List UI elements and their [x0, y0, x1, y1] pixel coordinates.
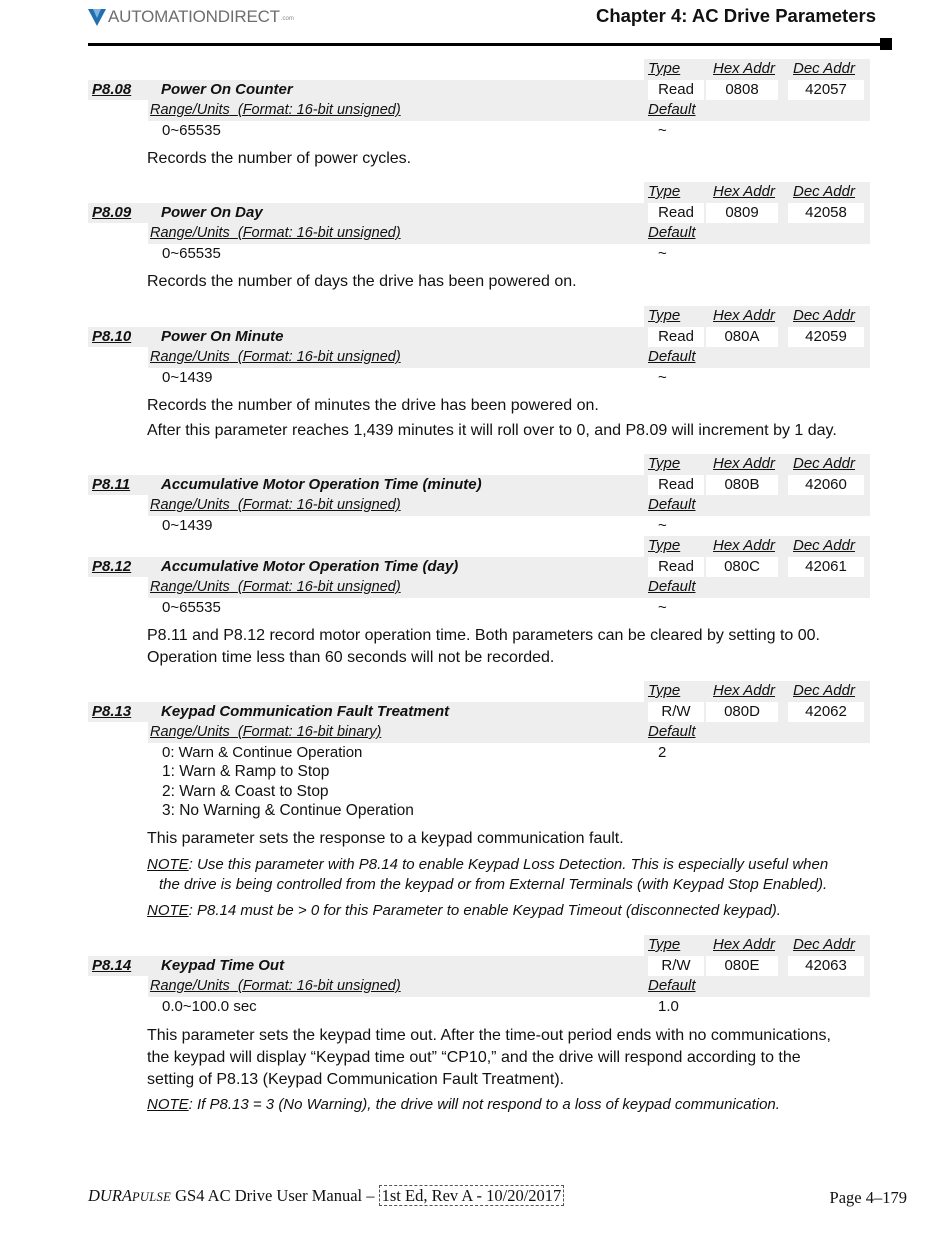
option-list [162, 762, 414, 821]
dec-addr-header: Dec Addr [793, 682, 855, 699]
type-header: Type [648, 537, 681, 554]
range-value-row [88, 743, 870, 764]
range-value: 0~65535 [162, 598, 221, 616]
parameter-name: Power On Counter [161, 80, 293, 98]
range-value-row [88, 997, 870, 1018]
parameter-block-p8-09 [88, 182, 870, 264]
address-header-row [88, 182, 870, 203]
parameter-id: P8.10 [92, 327, 132, 345]
type-header: Type [648, 183, 681, 200]
parameter-title-row [88, 956, 870, 977]
parameter-block-p8-13 [88, 681, 870, 763]
parameter-hex-addr: 080D [706, 702, 778, 723]
chapter-title: Chapter 4: AC Drive Parameters [595, 5, 876, 26]
parameter-title-row [88, 475, 870, 496]
parameter-block-p8-10 [88, 306, 870, 388]
hex-addr-header: Hex Addr [713, 183, 775, 200]
parameter-hex-addr: 080E [706, 956, 778, 977]
parameter-id: P8.12 [92, 557, 132, 575]
logo-suffix: .com [280, 16, 294, 22]
parameter-name: Power On Minute [161, 327, 284, 345]
dec-addr-header: Dec Addr [793, 455, 855, 472]
parameter-note: NOTE: If P8.13 = 3 (No Warning), the drive will not respond to a loss of keypad communication. [147, 1096, 780, 1113]
parameter-block-p8-14 [88, 935, 870, 1017]
parameter-name: Accumulative Motor Operation Time (minute) [161, 475, 482, 493]
default-value: 2 [658, 743, 667, 761]
parameter-type: Read [648, 80, 704, 101]
parameter-hex-addr: 0809 [706, 203, 778, 224]
parameter-hex-addr: 080A [706, 327, 778, 348]
type-header: Type [648, 682, 681, 699]
type-header: Type [648, 60, 681, 77]
default-label: Default [648, 578, 696, 595]
logo-text: AUTOMATIONDIRECT [108, 7, 280, 26]
default-value: ~ [658, 368, 667, 386]
default-label: Default [648, 723, 696, 740]
range-value: 0.0~100.0 sec [162, 997, 257, 1015]
range-value: 0~65535 [162, 121, 221, 139]
dec-addr-header: Dec Addr [793, 307, 855, 324]
parameter-dec-addr: 42057 [788, 80, 864, 101]
type-header: Type [648, 455, 681, 472]
dec-addr-header: Dec Addr [793, 936, 855, 953]
parameter-id: P8.13 [92, 702, 132, 720]
parameter-description: P8.11 and P8.12 record motor operation time. Both parameters can be cleared by setting to 00. [147, 627, 820, 644]
parameter-description: This parameter sets the keypad time out. After the time-out period ends with no communications, the keypad will display “Keypad time out” “CP10,” and the drive will respond according to the setting of P8.13 (Keypad Communication Fault Treatment). [147, 1027, 831, 1088]
option-item: 1: Warn & Ramp to Stop [162, 763, 330, 780]
parameter-hex-addr: 080C [706, 557, 778, 578]
range-value: 0~1439 [162, 368, 213, 386]
parameter-block-p8-08 [88, 59, 870, 141]
default-value: ~ [658, 516, 667, 534]
range-value-row [88, 121, 870, 142]
default-label: Default [648, 101, 696, 118]
edition-box: 1st Ed, Rev A - 10/20/2017 [379, 1185, 565, 1206]
range-units-label: Range/Units (Format: 16-bit binary) [150, 724, 382, 740]
parameter-description: Records the number of power cycles. [147, 150, 412, 167]
parameter-dec-addr: 42060 [788, 475, 864, 496]
range-units-label: Range/Units (Format: 16-bit unsigned) [150, 349, 401, 365]
page-number: Page 4–179 [829, 1188, 907, 1207]
hex-addr-header: Hex Addr [713, 936, 775, 953]
parameter-type: Read [648, 327, 704, 348]
footer-manual-title: DURAPULSE GS4 AC Drive User Manual – 1st Ed, Rev A - 10/20/2017 [88, 1186, 564, 1206]
parameter-title-row [88, 557, 870, 578]
range-value-row [88, 516, 870, 537]
range-header-row [88, 976, 870, 997]
default-label: Default [648, 977, 696, 994]
range-units-label: Range/Units (Format: 16-bit unsigned) [150, 978, 401, 994]
parameter-title-row [88, 203, 870, 224]
parameter-type: R/W [648, 702, 704, 723]
parameter-description: This parameter sets the response to a keypad communication fault. [147, 830, 624, 847]
range-value-row [88, 244, 870, 265]
parameter-id: P8.14 [92, 956, 132, 974]
page-header [88, 0, 892, 52]
hex-addr-header: Hex Addr [713, 307, 775, 324]
parameter-name: Keypad Communication Fault Treatment [161, 702, 450, 720]
parameter-title-row [88, 702, 870, 723]
default-value: ~ [658, 121, 667, 139]
parameter-type: R/W [648, 956, 704, 977]
parameter-description: After this parameter reaches 1,439 minutes it will roll over to 0, and P8.09 will increment by 1 day. [147, 422, 837, 439]
default-value: ~ [658, 598, 667, 616]
range-header-row [88, 100, 870, 121]
parameter-note: NOTE: Use this parameter with P8.14 to enable Keypad Loss Detection. This is especially useful when the drive is being controlled from the keypad or from External Terminals (with Keypad Stop Enabled). [147, 856, 829, 893]
default-label: Default [648, 496, 696, 513]
parameter-id: P8.08 [92, 80, 132, 98]
default-label: Default [648, 224, 696, 241]
parameter-description: Operation time less than 60 seconds will not be recorded. [147, 649, 555, 666]
parameter-id: P8.11 [92, 475, 131, 493]
parameter-id: P8.09 [92, 203, 132, 221]
option-item: 3: No Warning & Continue Operation [162, 802, 414, 819]
hex-addr-header: Hex Addr [713, 60, 775, 77]
range-value-row [88, 368, 870, 389]
parameter-note: NOTE: P8.14 must be > 0 for this Parameter to enable Keypad Timeout (disconnected keypad). [147, 902, 781, 919]
dec-addr-header: Dec Addr [793, 183, 855, 200]
address-header-row [88, 536, 870, 557]
address-header-row [88, 59, 870, 80]
default-value: ~ [658, 244, 667, 262]
range-header-row [88, 495, 870, 516]
header-rule [88, 43, 882, 46]
parameter-block-p8-11 [88, 454, 870, 536]
range-value: 0: Warn & Continue Operation [162, 743, 363, 761]
parameter-name: Power On Day [161, 203, 263, 221]
parameter-description: Records the number of days the drive has been powered on. [147, 273, 577, 290]
type-header: Type [648, 307, 681, 324]
hex-addr-header: Hex Addr [713, 682, 775, 699]
range-units-label: Range/Units (Format: 16-bit unsigned) [150, 497, 401, 513]
range-header-row [88, 577, 870, 598]
range-value: 0~1439 [162, 516, 213, 534]
address-header-row [88, 935, 870, 956]
parameter-name: Accumulative Motor Operation Time (day) [161, 557, 459, 575]
hex-addr-header: Hex Addr [713, 455, 775, 472]
automationdirect-logo [88, 7, 294, 27]
range-header-row [88, 223, 870, 244]
range-units-label: Range/Units (Format: 16-bit unsigned) [150, 579, 401, 595]
type-header: Type [648, 936, 681, 953]
parameter-name: Keypad Time Out [161, 956, 285, 974]
parameter-type: Read [648, 203, 704, 224]
address-header-row [88, 306, 870, 327]
parameter-dec-addr: 42058 [788, 203, 864, 224]
dec-addr-header: Dec Addr [793, 60, 855, 77]
parameter-hex-addr: 0808 [706, 80, 778, 101]
parameter-dec-addr: 42061 [788, 557, 864, 578]
range-header-row [88, 722, 870, 743]
parameter-type: Read [648, 475, 704, 496]
parameter-description: Records the number of minutes the drive has been powered on. [147, 397, 599, 414]
range-header-row [88, 347, 870, 368]
default-label: Default [648, 348, 696, 365]
parameter-dec-addr: 42059 [788, 327, 864, 348]
option-item: 2: Warn & Coast to Stop [162, 782, 329, 800]
range-units-label: Range/Units (Format: 16-bit unsigned) [150, 102, 401, 118]
address-header-row [88, 681, 870, 702]
parameter-dec-addr: 42063 [788, 956, 864, 977]
default-value: 1.0 [658, 997, 679, 1015]
parameter-dec-addr: 42062 [788, 702, 864, 723]
header-square [880, 38, 892, 50]
range-value: 0~65535 [162, 244, 221, 262]
dec-addr-header: Dec Addr [793, 537, 855, 554]
parameter-title-row [88, 327, 870, 348]
range-units-label: Range/Units (Format: 16-bit unsigned) [150, 225, 401, 241]
parameter-hex-addr: 080B [706, 475, 778, 496]
logo-v-icon [88, 7, 106, 27]
parameter-title-row [88, 80, 870, 101]
address-header-row [88, 454, 870, 475]
parameter-block-p8-12 [88, 536, 870, 618]
range-value-row [88, 598, 870, 619]
hex-addr-header: Hex Addr [713, 537, 775, 554]
parameter-type: Read [648, 557, 704, 578]
